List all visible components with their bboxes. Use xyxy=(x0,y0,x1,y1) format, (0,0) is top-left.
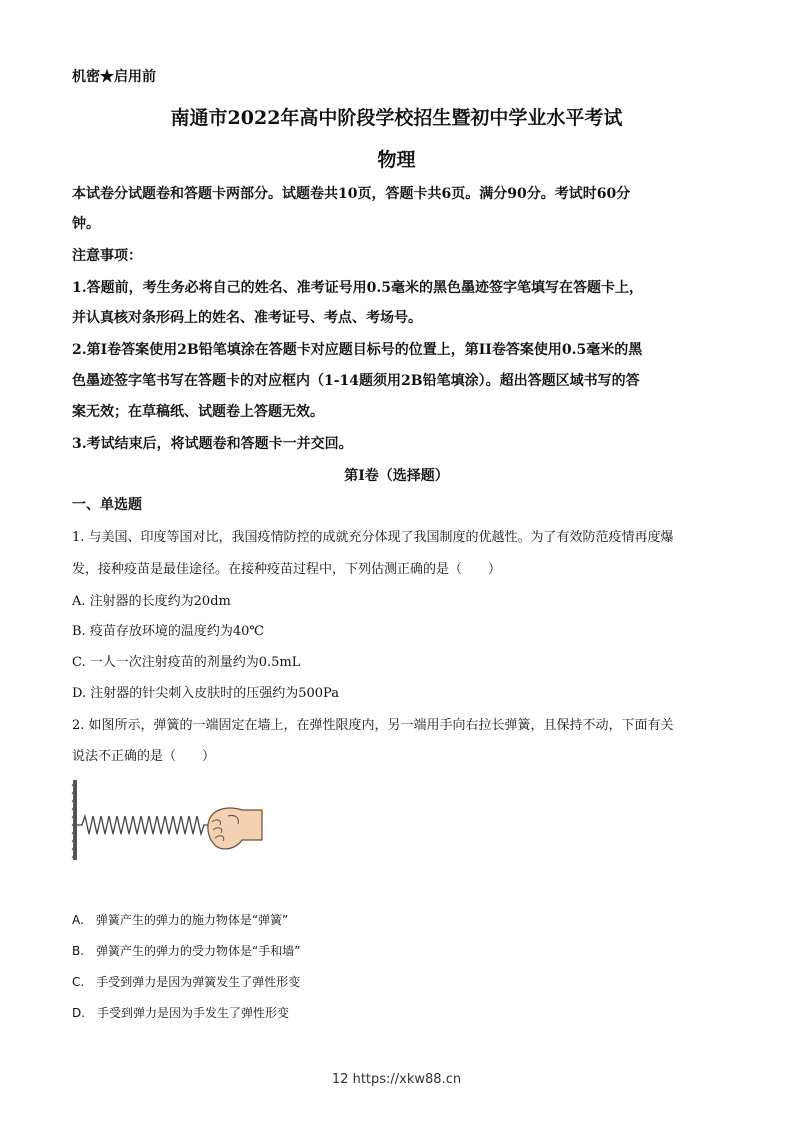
q2-option-b: B. 弹簧产生的弹力的受力物体是“手和墙” xyxy=(72,944,301,958)
notes-heading: 注意事项： xyxy=(72,248,142,264)
q1-option-a: A. 注射器的长度约为20dm xyxy=(72,594,231,609)
confidential-label: 机密★启用前 xyxy=(72,69,156,85)
q1-stem-line-1: 1. 与美国、印度等国对比，我国疫情防控的成就充分体现了我国制度的优越性。为了有效防范疫情再度爆 xyxy=(72,530,674,545)
q1-stem-line-2: 发，接种疫苗是最佳途径。在接种疫苗过程中，下列估测正确的是（ ） xyxy=(72,562,502,577)
hand-illustration xyxy=(208,808,262,849)
notes-line: 案无效；在草稿纸、试题卷上答题无效。 xyxy=(72,404,324,420)
page-footer: 12 https://xkw88.cn xyxy=(331,1072,462,1087)
q2-stem-line-2: 说法不正确的是（ ） xyxy=(72,749,216,764)
q1-option-d: D. 注射器的针尖刺入皮肤时的压强约为500Pa xyxy=(72,686,339,701)
subject-title: 物理 xyxy=(377,149,416,171)
notes-line: 色墨迹签字笔书写在答题卡的对应框内（1-14题须用2B铅笔填涂）。超出答题区域书写的答 xyxy=(72,373,640,389)
q2-option-c: C. 手受到弹力是因为弹簧发生了弹性形变 xyxy=(72,975,301,989)
section-heading: 一、单选题 xyxy=(72,497,142,513)
intro-line-2: 钟。 xyxy=(72,216,100,232)
intro-line-1: 本试卷分试题卷和答题卡两部分。试题卷共10页，答题卡共6页。满分90分。考试时60分 xyxy=(72,186,631,202)
notes-line: 并认真核对条形码上的姓名、准考证号、考点、考场号。 xyxy=(72,310,422,326)
q2-stem-line-1: 2. 如图所示，弹簧的一端固定在墙上，在弹性限度内，另一端用手向右拉长弹簧，且保持不动，下面有关 xyxy=(72,718,674,733)
q2-option-d: D. 手受到弹力是因为手发生了弹性形变 xyxy=(72,1006,290,1020)
q1-option-c: C. 一人一次注射疫苗的剂量约为0.5mL xyxy=(72,655,301,670)
notes-line: 3.考试结束后，将试题卷和答题卡一并交回。 xyxy=(72,436,353,452)
notes-line: 2.第I卷答案使用2B铅笔填涂在答题卡对应题目标号的位置上，第II卷答案使用0.5毫米的黑 xyxy=(72,342,643,358)
q2-option-a: A. 弹簧产生的弹力的施力物体是“弹簧” xyxy=(72,913,289,927)
exam-title: 南通市2022年高中阶段学校招生暨初中学业水平考试 xyxy=(170,107,623,129)
q1-option-b: B. 疫苗存放环境的温度约为40℃ xyxy=(72,624,264,639)
spring-figure xyxy=(70,778,265,863)
part1-title: 第I卷（选择题） xyxy=(344,468,449,484)
wall-illustration xyxy=(72,780,77,860)
notes-line: 1.答题前，考生务必将自己的姓名、准考证号用0.5毫米的黑色墨迹签字笔填写在答题卡上， xyxy=(72,280,643,296)
spring-illustration xyxy=(77,816,210,834)
